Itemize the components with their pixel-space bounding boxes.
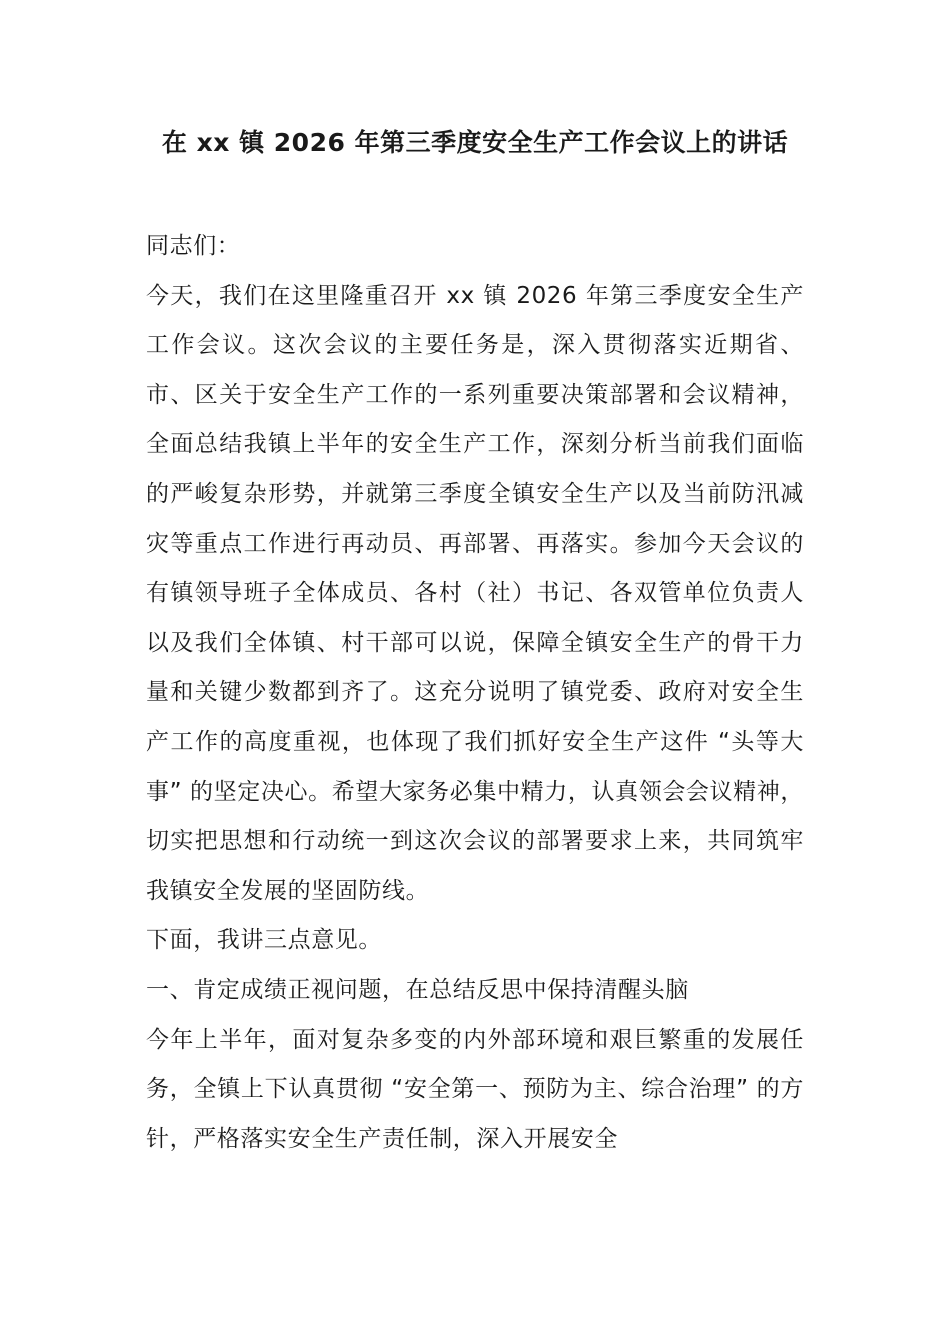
paragraph-opening: 今天，我们在这里隆重召开 xx 镇 2026 年第三季度安全生产工作会议。这次会议的主要任务是，深入贯彻落实近期省、市、区关于安全生产工作的一系列重要决策部署和会议精神，全面总结我镇上半年的安全生产工作，深刻分析当前我们面临的严峻复杂形势，并就第三季度全镇安全生产以及当前防汛减灾等重点工作进行再动员、再部署、再落实。参加今天会议的有镇领导班子全体成员、各村（社）书记、各双管单位负责人以及我们全体镇、村干部可以说，保障全镇安全生产的骨干力量和关键少数都到齐了。这充分说明了镇党委、政府对安全生产工作的高度重视，也体现了我们抓好安全生产这件 “头等大事” 的坚定决心。希望大家务必集中精力，认真领会会议精神，切实把思想和行动统一到这次会议的部署要求上来，共同筑牢我镇安全发展的坚固防线。 <box>146 282 804 904</box>
document-title: 在 xx 镇 2026 年第三季度安全生产工作会议上的讲话 <box>161 128 789 157</box>
paragraph-section-1: 今年上半年，面对复杂多变的内外部环境和艰巨繁重的发展任务，全镇上下认真贯彻 “安全第一、预防为主、综合治理” 的方针，严格落实安全生产责任制，深入开展安全 <box>146 1026 804 1152</box>
paragraph-transition: 下面，我讲三点意见。 <box>146 927 382 954</box>
section-heading-1: 一、肯定成绩正视问题，在总结反思中保持清醒头脑 <box>146 976 689 1003</box>
document-body <box>146 222 804 1164</box>
salutation: 同志们： <box>146 233 241 259</box>
